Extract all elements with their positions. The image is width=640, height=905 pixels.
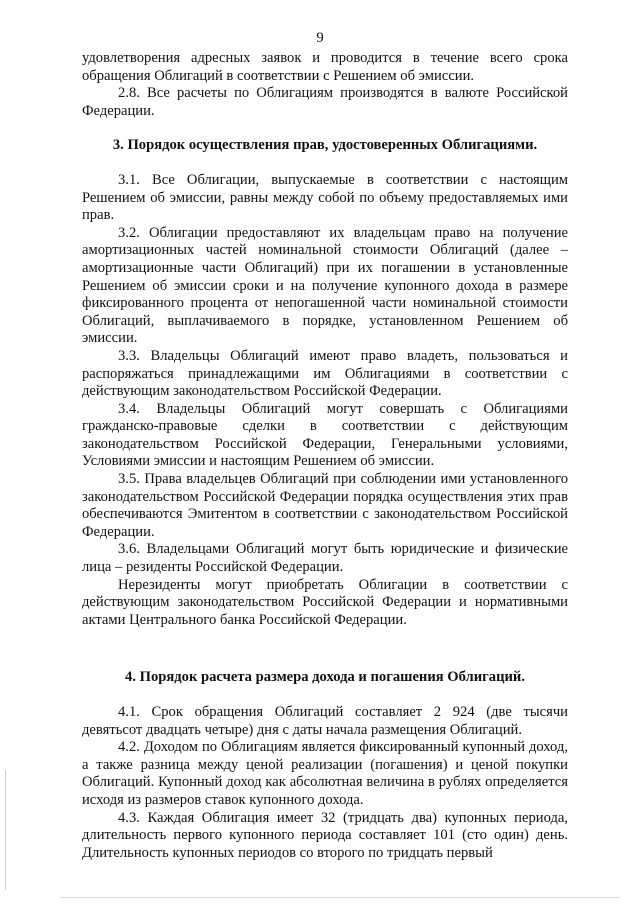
scan-edge-left — [5, 770, 6, 890]
paragraph-continuation: удовлетворения адресных заявок и проводится в течение всего срока обращения Облигаций в соответствии с Решением об эмиссии. — [82, 50, 568, 84]
paragraph-nonresidents: Нерезиденты могут приобретать Облигации в соответствии с действующим законодательством Российской Федерации и нормативными актами Центрального банка Российской Федерации. — [82, 576, 568, 628]
paragraph-3-3: 3.3. Владельцы Облигаций имеют право владеть, пользоваться и распоряжаться принадлежащими им Облигациями в соответствии с действующим законодательством Российской Федерации. — [82, 347, 568, 400]
paragraph-4-3: 4.3. Каждая Облигация имеет 32 (тридцать два) купонных периода, длительность первого купонного периода составляет 101 (сто один) день. Длительность купонных периодов со второго по тридцать первый — [82, 809, 568, 861]
document-body — [82, 50, 568, 862]
paragraph-2-8: 2.8. Все расчеты по Облигациям производятся в валюте Российской Федерации. — [82, 85, 568, 119]
page-number: 9 — [316, 30, 324, 46]
paragraph-4-2: 4.2. Доходом по Облигациям является фиксированный купонный доход, а также разница между ценой реализации (погашения) и ценой покупки Облигаций. Купонный доход как абсолютная величина в рублях определяется исходя из размеров ставок купонного дохода. — [82, 739, 568, 808]
section-3-heading: 3. Порядок осуществления прав, удостоверенных Облигациями. — [112, 137, 538, 154]
scan-edge-bottom — [60, 897, 620, 898]
paragraph-3-1: 3.1. Все Облигации, выпускаемые в соответствии с настоящим Решением об эмиссии, равны между собой по объему предоставляемых ими прав. — [82, 171, 568, 224]
paragraph-4-1: 4.1. Срок обращения Облигаций составляет 2 924 (две тысячи девятьсот двадцать четыре) дня с даты начала размещения Облигаций. — [82, 704, 568, 738]
paragraph-3-4: 3.4. Владельцы Облигаций могут совершать с Облигациями гражданско-правовые сделки в соответствии с действующим законодательством Российской Федерации, Генеральными условиями, Условиями эмиссии и настоящим Решением об эмиссии. — [82, 400, 568, 470]
section-4-heading: 4. Порядок расчета размера дохода и погашения Облигаций. — [125, 669, 525, 686]
paragraph-3-5: 3.5. Права владельцев Облигаций при соблюдении ими установленного законодательством Российской Федерации порядка осуществления этих прав обеспечиваются Эмитентом в соответствии с законодательством Российской Федерации. — [82, 471, 568, 540]
paragraph-3-2: 3.2. Облигации предоставляют их владельцам право на получение амортизационных частей номинальной стоимости Облигаций (далее – амортизационные части Облигаций) при их погашении в установленные Решением об эмиссии сроки и на получение купонного дохода в размере фиксированного процента от непогашенной части номинальной стоимости Облигаций, выплачиваемого в порядке, установленном Решением об эмиссии. — [82, 224, 568, 347]
paragraph-3-6: 3.6. Владельцами Облигаций могут быть юридические и физические лица – резиденты Российской Федерации. — [82, 541, 568, 576]
